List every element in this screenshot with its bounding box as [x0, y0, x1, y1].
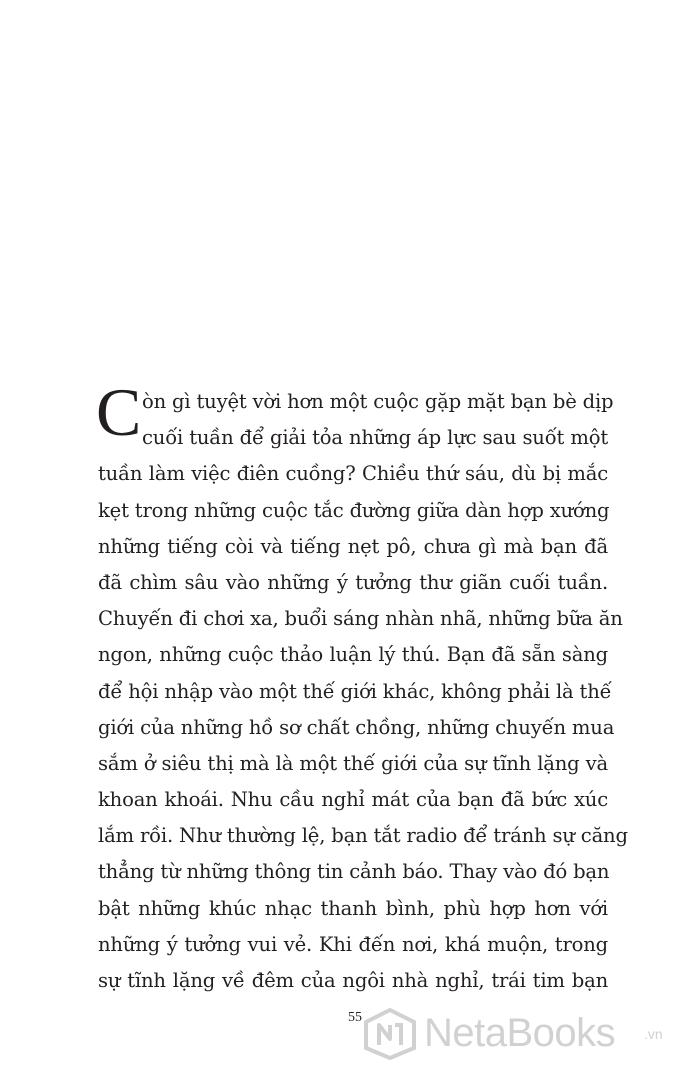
body-paragraph — [96, 374, 628, 999]
paragraph-line: kẹt trong những cuộc tắc đường giữa dàn hợp xướng — [98, 498, 610, 522]
paragraph-line: sự tĩnh lặng về đêm của ngôi nhà nghỉ, trái tim bạn — [98, 969, 608, 992]
line-text: cuối tuần để giải tỏa những áp lực sau suốt một — [142, 426, 608, 450]
paragraph-line: ngon, những cuộc thảo luận lý thú. Bạn đã sẵn sàng — [98, 643, 608, 667]
paragraph-line — [98, 420, 608, 456]
paragraph-line: khoan khoái. Nhu cầu nghỉ mát của bạn đã bức xúc — [98, 788, 608, 812]
paragraph-line: lắm rồi. Như thường lệ, bạn tắt radio để tránh sự căng — [98, 824, 628, 848]
paragraph-line: những ý tưởng vui vẻ. Khi đến nơi, khá muộn, trong — [98, 932, 608, 956]
paragraph-line: Chuyến đi chơi xa, buổi sáng nhàn nhã, những bữa ăn — [98, 607, 623, 631]
paragraph-line: để hội nhập vào một thế giới khác, không phải là thế — [98, 679, 612, 703]
paragraph-line: sắm ở siêu thị mà là một thế giới của sự tĩnh lặng và — [98, 751, 608, 775]
line-text: òn gì tuyệt vời hơn một cuộc gặp mặt bạn bè dịp — [142, 390, 614, 413]
netabooks-logo-icon — [362, 1008, 418, 1060]
watermark-brand: NetaBooks — [424, 1011, 616, 1055]
netabooks-watermark — [362, 1002, 692, 1062]
drop-cap: C — [96, 374, 142, 450]
watermark-suffix: .vn — [644, 1026, 663, 1042]
paragraph-line: tuần làm việc điên cuồng? Chiều thứ sáu, dù bị mắc — [98, 462, 608, 486]
paragraph-line: giới của những hồ sơ chất chồng, những chuyến mua — [98, 715, 615, 739]
paragraph-line: đã chìm sâu vào những ý tưởng thư giãn cuối tuần. — [98, 570, 608, 594]
paragraph-line: những tiếng còi và tiếng nẹt pô, chưa gì mà bạn đã — [98, 534, 608, 558]
page-number: 55 — [348, 1010, 362, 1025]
paragraph-line: thẳng từ những thông tin cảnh báo. Thay vào đó bạn — [98, 860, 610, 884]
paragraph-line: bật những khúc nhạc thanh bình, phù hợp hơn với — [98, 896, 608, 920]
